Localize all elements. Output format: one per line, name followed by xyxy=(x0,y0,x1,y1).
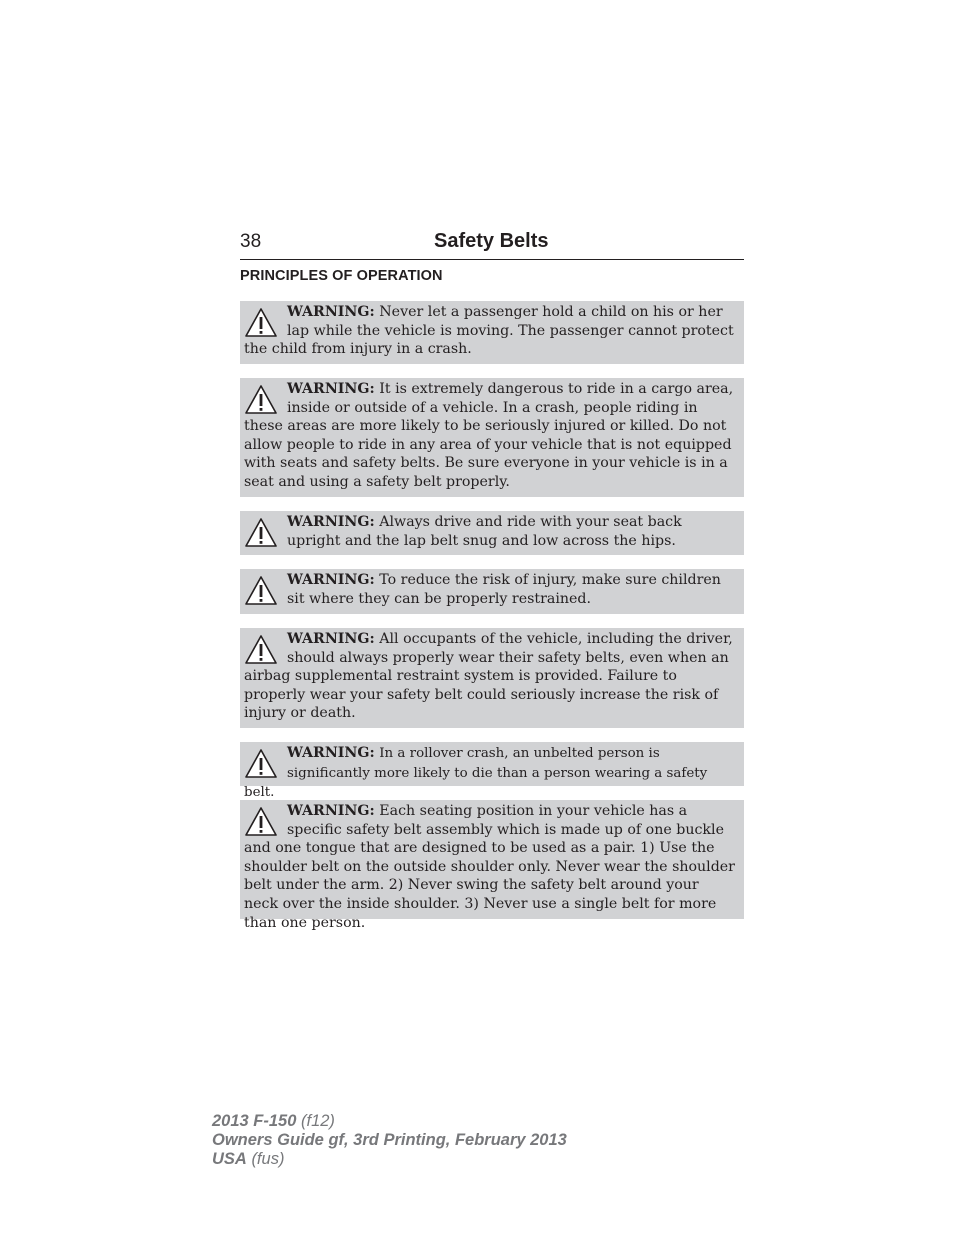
warning-text: In a rollover crash, an unbelted person is significantly more likely to die than a person wearing a safety belt. xyxy=(244,746,708,801)
chapter-title: Safety Belts xyxy=(434,230,549,252)
warning-triangle-icon xyxy=(244,517,278,549)
warning-label: WARNING: xyxy=(287,304,375,320)
warning-box xyxy=(240,301,744,364)
warning-box xyxy=(240,742,744,801)
warning-text: Each seating position in your vehicle has a specific safety belt assembly which is made up of one buckle and one tongue that are designed to be used as a pair. 1) Use the shoulder belt on the outside shoulder only. Never wear the shoulder belt under the arm. 2) Never swing the safety belt around your neck over the inside shoulder. 3) Never use a single belt for more than one person. xyxy=(244,803,735,931)
footer-line-market: USA (fus) xyxy=(212,1150,285,1168)
warning-text: To reduce the risk of injury, make sure children sit where they can be properly restrained. xyxy=(287,572,721,607)
warning-text: Always drive and ride with your seat back upright and the lap belt snug and low across the hips. xyxy=(287,514,682,549)
warning-box xyxy=(240,628,744,728)
warning-label: WARNING: xyxy=(287,631,375,647)
warning-triangle-icon xyxy=(244,806,278,838)
warning-triangle-icon xyxy=(244,634,278,666)
warning-box xyxy=(240,800,744,931)
warning-text: It is extremely dangerous to ride in a cargo area, inside or outside of a vehicle. In a crash, people riding in these areas are more likely to be seriously injured or killed. Do not allow people to ride in any area of your vehicle that is not equipped with seats and safety belts. Be sure everyone in your vehicle is in a seat and using a safety belt properly. xyxy=(244,381,734,490)
warning-box xyxy=(240,569,744,614)
footer-line-printing: Owners Guide gf, 3rd Printing, February 2013 xyxy=(212,1131,567,1149)
warning-label: WARNING: xyxy=(287,381,375,397)
page-number: 38 xyxy=(240,231,262,252)
warning-label: WARNING: xyxy=(287,803,375,819)
warning-text: Never let a passenger hold a child on his or her lap while the vehicle is moving. The passenger cannot protect the child from injury in a crash. xyxy=(244,304,734,358)
warning-triangle-icon xyxy=(244,575,278,607)
warning-box xyxy=(240,378,744,497)
footer-line-model: 2013 F-150 (f12) xyxy=(212,1112,335,1130)
warning-box xyxy=(240,511,744,555)
warning-label: WARNING: xyxy=(287,514,375,530)
warning-triangle-icon xyxy=(244,748,278,780)
warning-triangle-icon xyxy=(244,307,278,339)
page-footer xyxy=(212,1112,567,1169)
warning-label: WARNING: xyxy=(287,572,375,588)
page-header xyxy=(240,229,744,260)
warning-text: All occupants of the vehicle, including the driver, should always properly wear their safety belts, even when an airbag supplemental restraint system is provided. Failure to properly wear your safety belt could seriously increase the risk of injury or death. xyxy=(244,631,733,722)
section-title: PRINCIPLES OF OPERATION xyxy=(240,268,443,284)
warning-label: WARNING: xyxy=(287,745,375,761)
warning-triangle-icon xyxy=(244,384,278,416)
